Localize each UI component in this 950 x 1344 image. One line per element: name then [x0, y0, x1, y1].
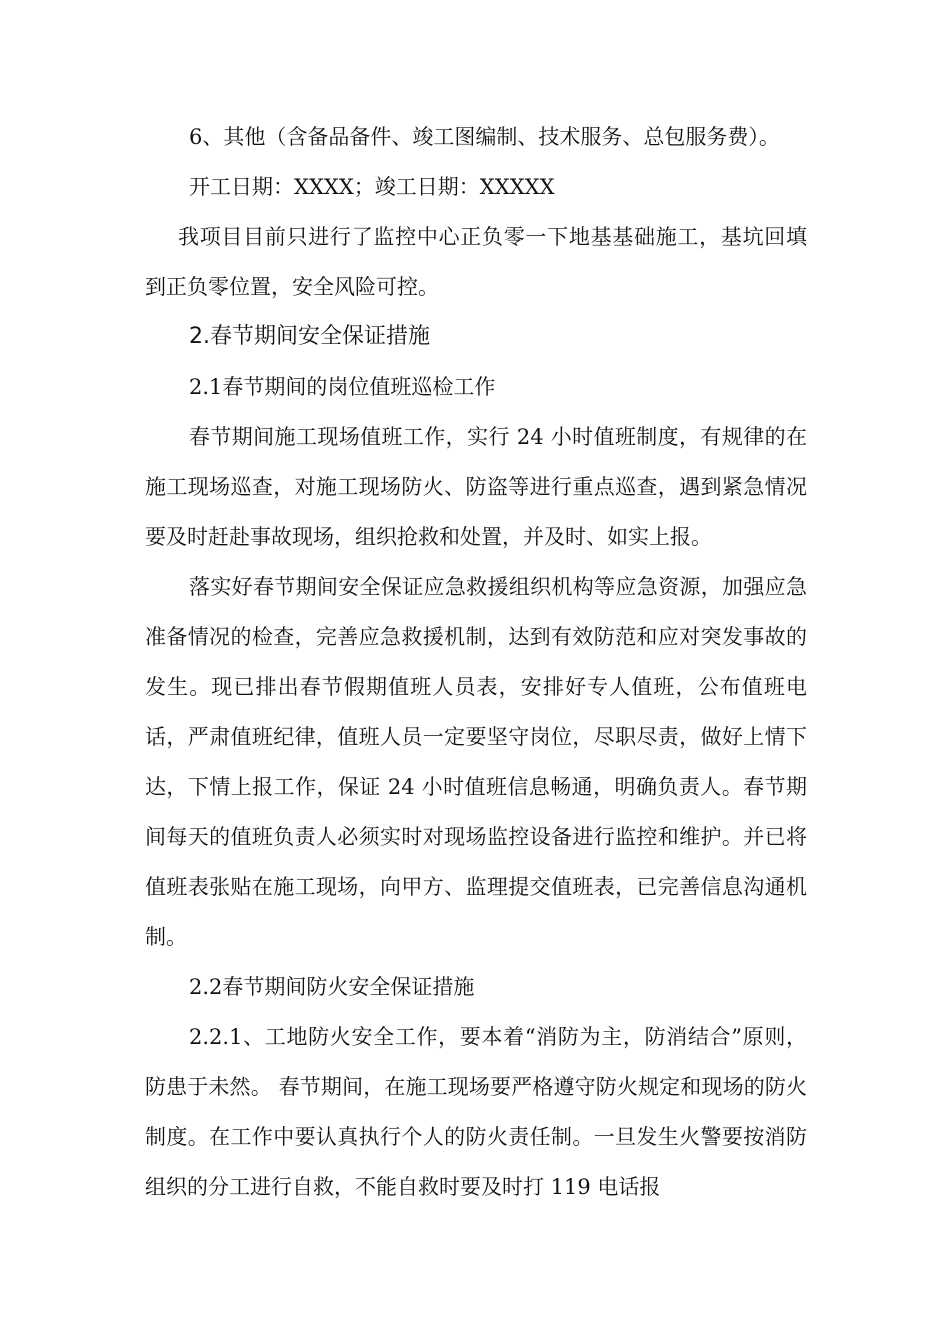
paragraph-other-items: 6、其他（含备品备件、竣工图编制、技术服务、总包服务费）。: [189, 125, 780, 149]
section-heading-safety-measures: 2.春节期间安全保证措施: [189, 324, 430, 349]
paragraph-fire-safety-work: 2.2.1、工地防火安全工作，要本着“消防为主，防消结合”原则，防患于未然。 春节期间，在施工现场要严格遵守防火规定和现场的防火制度。在工作中要认真执行个人的防火责任制。一旦发生火警要按消防组织的分工进行自救，不能自救时要及时打 119 电话报: [145, 1025, 807, 1199]
paragraph-duty-system: 春节期间施工现场值班工作，实行 24 小时值班制度，有规律的在施工现场巡查，对施工现场防火、防盗等进行重点巡查，遇到紧急情况要及时赶赴事故现场，组织抢救和处置，并及时、如实上报。: [145, 425, 807, 549]
paragraph-emergency-resources: 落实好春节期间安全保证应急救援组织机构等应急资源，加强应急准备情况的检查，完善应急救援机制，达到有效防范和应对突发事故的发生。现已排出春节假期值班人员表，安排好专人值班，公布值班电话，严肃值班纪律，值班人员一定要坚守岗位，尽职尽责，做好上情下达，下情上报工作，保证 24 小时值班信息畅通，明确负责人。春节期间每天的值班负责人必须实时对现场监控设备进行监控和维护。并已将值班表张贴在施工现场，向甲方、监理提交值班表，已完善信息沟通机制。: [145, 575, 807, 949]
subsection-heading-fire-safety: 2.2春节期间防火安全保证措施: [189, 975, 475, 999]
paragraph-dates: 开工日期：XXXX；竣工日期：XXXXX: [189, 175, 555, 199]
document-body: [145, 112, 807, 1212]
paragraph-project-status: 我项目目前只进行了监控中心正负零一下地基基础施工，基坑回填到正负零位置，安全风险可控。: [145, 225, 807, 299]
subsection-heading-duty-inspection: 2.1春节期间的岗位值班巡检工作: [189, 375, 496, 399]
